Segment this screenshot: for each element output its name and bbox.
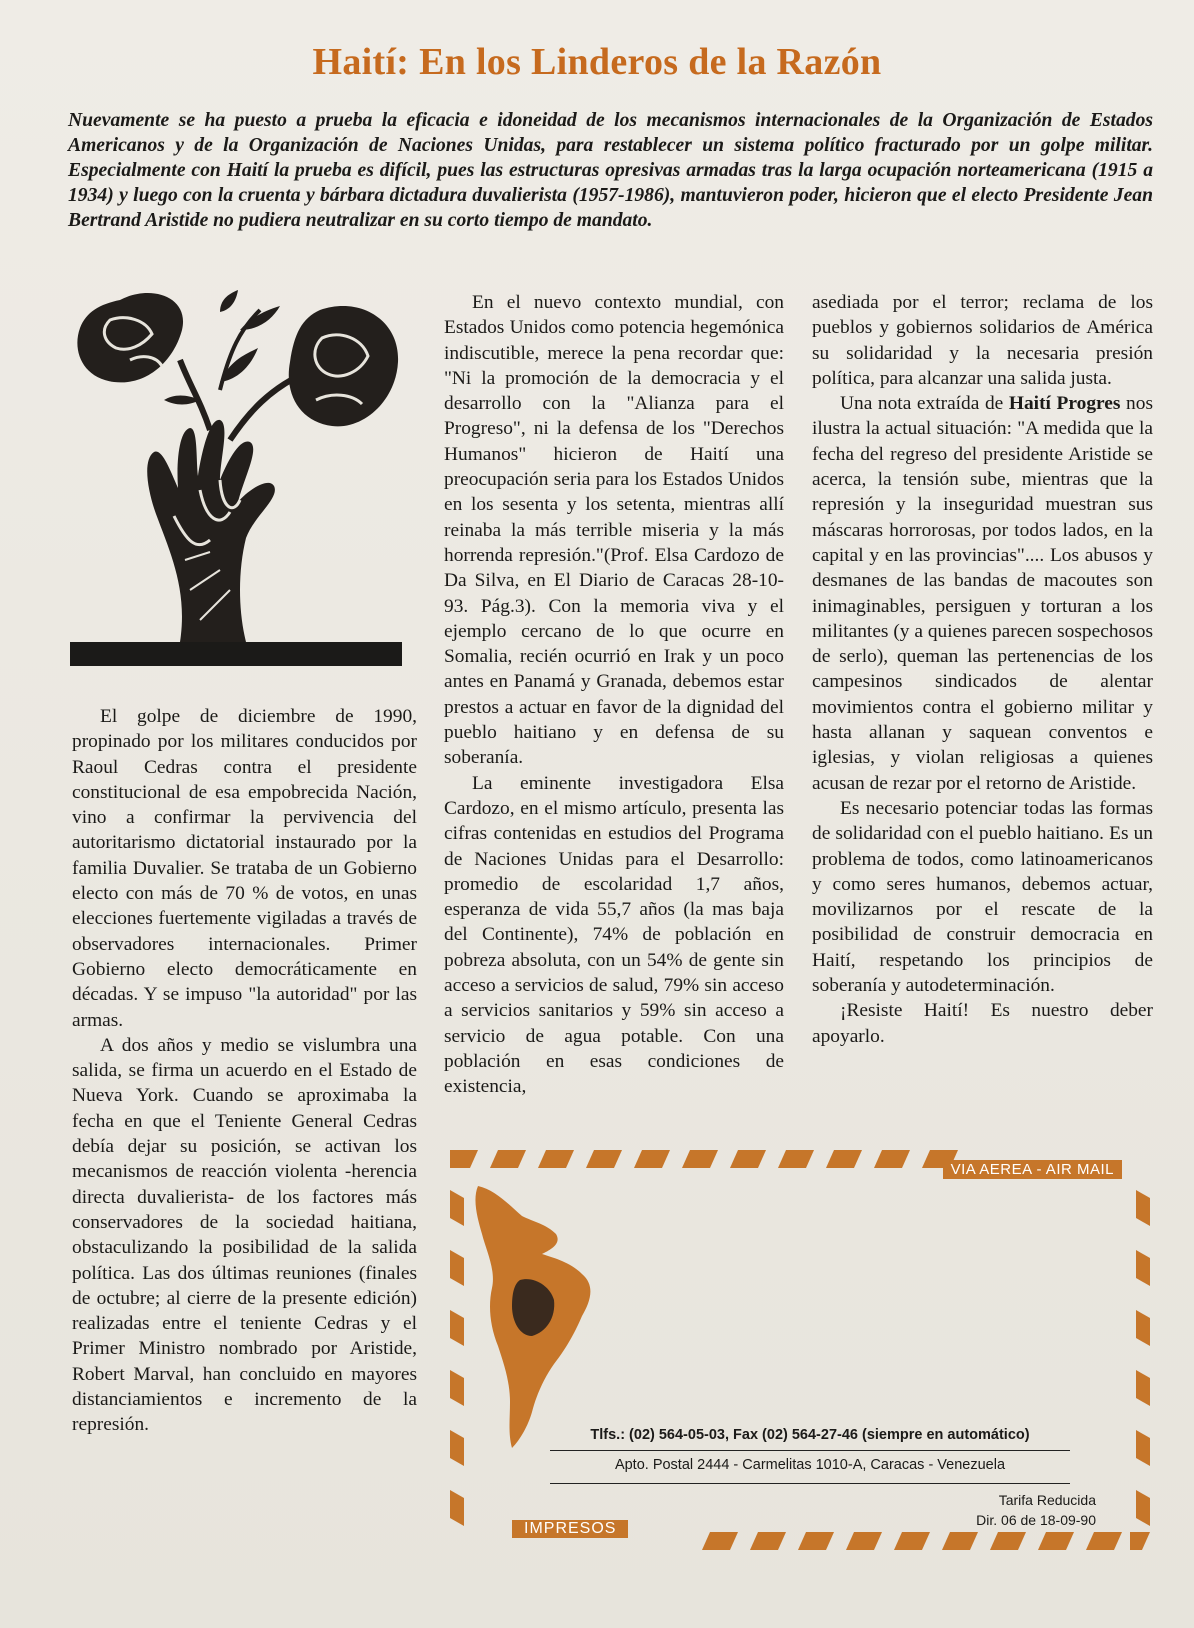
impresos-label: IMPRESOS bbox=[512, 1520, 628, 1538]
col3-paragraph-1: asediada por el terror; reclama de los pueblos y gobiernos solidarios de América su solidaridad y la necesaria presión política, para alcanzar una salida justa. bbox=[812, 292, 1153, 389]
column-3 bbox=[812, 290, 1153, 1049]
col3-paragraph-3: Es necesario potenciar todas las formas de solidaridad con el pueblo haitiano. Es un problema de todos, como latinoamericanos y como seres humanos, debemos actuar, movilizarnos por el rescate de la posibilidad de construir democracia en Haití, respetando los principios de soberanía y autodeterminación. bbox=[812, 797, 1153, 997]
column-2 bbox=[444, 290, 784, 1100]
air-mail-stamp bbox=[450, 1150, 1160, 1550]
article-lead: Nuevamente se ha puesto a prueba la eficacia e idoneidad de los mecanismos internacionales de la Organización de Estados Americanos y de la Organización de Naciones Unidas, para restablecer un sistema político fracturado por un golpe militar. Especialmente con Haití la prueba es difícil, pues las estructuras opresivas armadas tras la larga ocupación norteamericana (1915 a 1934) y luego con la cruenta y bárbara dictadura duvalierista (1957-1986), mantuvieron poder, hicieron que el electo Presidente Jean Bertrand Aristide no pudiera neutralizar en su corto tiempo de mandato. bbox=[68, 110, 1153, 231]
tarifa-block bbox=[976, 1490, 1096, 1530]
air-mail-label: VIA AEREA - AIR MAIL bbox=[943, 1160, 1122, 1179]
article-title: Haití: En los Linderos de la Razón bbox=[312, 41, 882, 83]
col3-paragraph-2 bbox=[812, 391, 1153, 796]
haiti-progres-source: Haití Progres bbox=[1008, 393, 1121, 415]
tarifa-reducida-label: Tarifa Reducida bbox=[998, 1492, 1096, 1508]
hand-flowers-illustration bbox=[70, 290, 418, 690]
col3-p2-text-b: nos ilustra la actual situación: "A medida que la fecha del regreso del presidente Aristide se acerca, la tensión sube, mientras que la represión y la inseguridad muestran sus máscaras horrorosas, por todos lados, en la capital y en las provincias".... Los abusos y desmanes de las bandas de macoutes son inimaginables, persiguen y torturan a los militantes (y a quienes parecen sospechosos de serlo), queman las pertenencias de los campesinos sindicados de alentar movimientos contra el gobierno militar y hasta allanan y saquean conventos e iglesias, y violan religiosas a quienes acusan de rezar por el retorno de Aristide. bbox=[812, 393, 1153, 794]
col2-paragraph-1: En el nuevo contexto mundial, con Estados Unidos como potencia hegemónica indiscutible, merece la pena recordar que: "Ni la promoción de la democracia y el desarrollo con la "Alianza para el Progreso", ni la defensa de los "Derechos Humanos" hicieron de Haití una preocupación seria para los Estados Unidos en los sesenta y los setenta, mientras allí reinaba la más terrible miseria y la más horrenda represión."(Prof. Elsa Cardozo de Da Silva, en El Diario de Caracas 28-10-93. Pág.3). Con la memoria viva y el ejemplo cercano de lo que ocurre en Somalia, recién ocurrió en Irak y un poco antes en Panamá y Granada, debemos estar prestos a actuar en favor de la dignidad del pueblo haitiano y en defensa de su soberanía. bbox=[444, 292, 784, 769]
divider bbox=[550, 1450, 1070, 1451]
col2-paragraph-2: La eminente investigadora Elsa Cardozo, en el mismo artículo, presenta las cifras contenidas en estudios del Programa de Naciones Unidas para el Desarrollo: promedio de escolaridad 1,7 años, esperanza de vida 55,7 años (la mas baja del Continente), 74% de población en pobreza absoluta, con un 54% de gente sin acceso a servicios de salud, 79% sin acceso a servicios sanitarios y 59% sin acceso a servicio de agua potable. Con una población en esas condiciones de existencia, bbox=[444, 772, 784, 1098]
col3-p2-text-a: Una nota extraída de bbox=[840, 393, 1009, 415]
column-1 bbox=[72, 704, 417, 1438]
divider bbox=[550, 1483, 1070, 1484]
col1-paragraph-2: A dos años y medio se vislumbra una salida, se firma un acuerdo en el Estado de Nueva York. Cuando se aproximaba la fecha en que el Teniente General Cedras debía dejar su posición, se activan los mecanismos de reacción violenta -herencia directa duvalierista- de los factores más conservadores de la sociedad haitiana, obstaculizando la posibilidad de la salida política. Las dos últimas reuniones (finales de octubre; al cierre de la presente edición) realizadas entre el teniente Cedras y el Primer Ministro nombrado por Aristide, Robert Marval, han concluido en mayores distanciamientos e incremento de la represión. bbox=[72, 1034, 417, 1436]
dir-number: Dir. 06 de 18-09-90 bbox=[976, 1512, 1096, 1528]
postal-address-line: Apto. Postal 2444 - Carmelitas 1010-A, Caracas - Venezuela bbox=[614, 1457, 1006, 1473]
col3-paragraph-4: ¡Resiste Haití! Es nuestro deber apoyarlo. bbox=[812, 1000, 1153, 1047]
col1-paragraph-1: El golpe de diciembre de 1990, propinado por los militares conducidos por Raoul Cedras contra el presidente constitucional de esa empobrecida Nación, vino a confirmar la pervivencia del autoritarismo dictatorial instaurado por la familia Duvalier. Se trataba de un Gobierno electo con más de 70 % de votos, en unas elecciones fuertemente vigiladas a través de observadores internacionales. Primer Gobierno electo democráticamente en décadas. Y se impuso "la autoridad" por las armas. bbox=[72, 706, 417, 1031]
phone-fax-line: Tlfs.: (02) 564-05-03, Fax (02) 564-27-46 (siempre en automático) bbox=[590, 1427, 1030, 1443]
